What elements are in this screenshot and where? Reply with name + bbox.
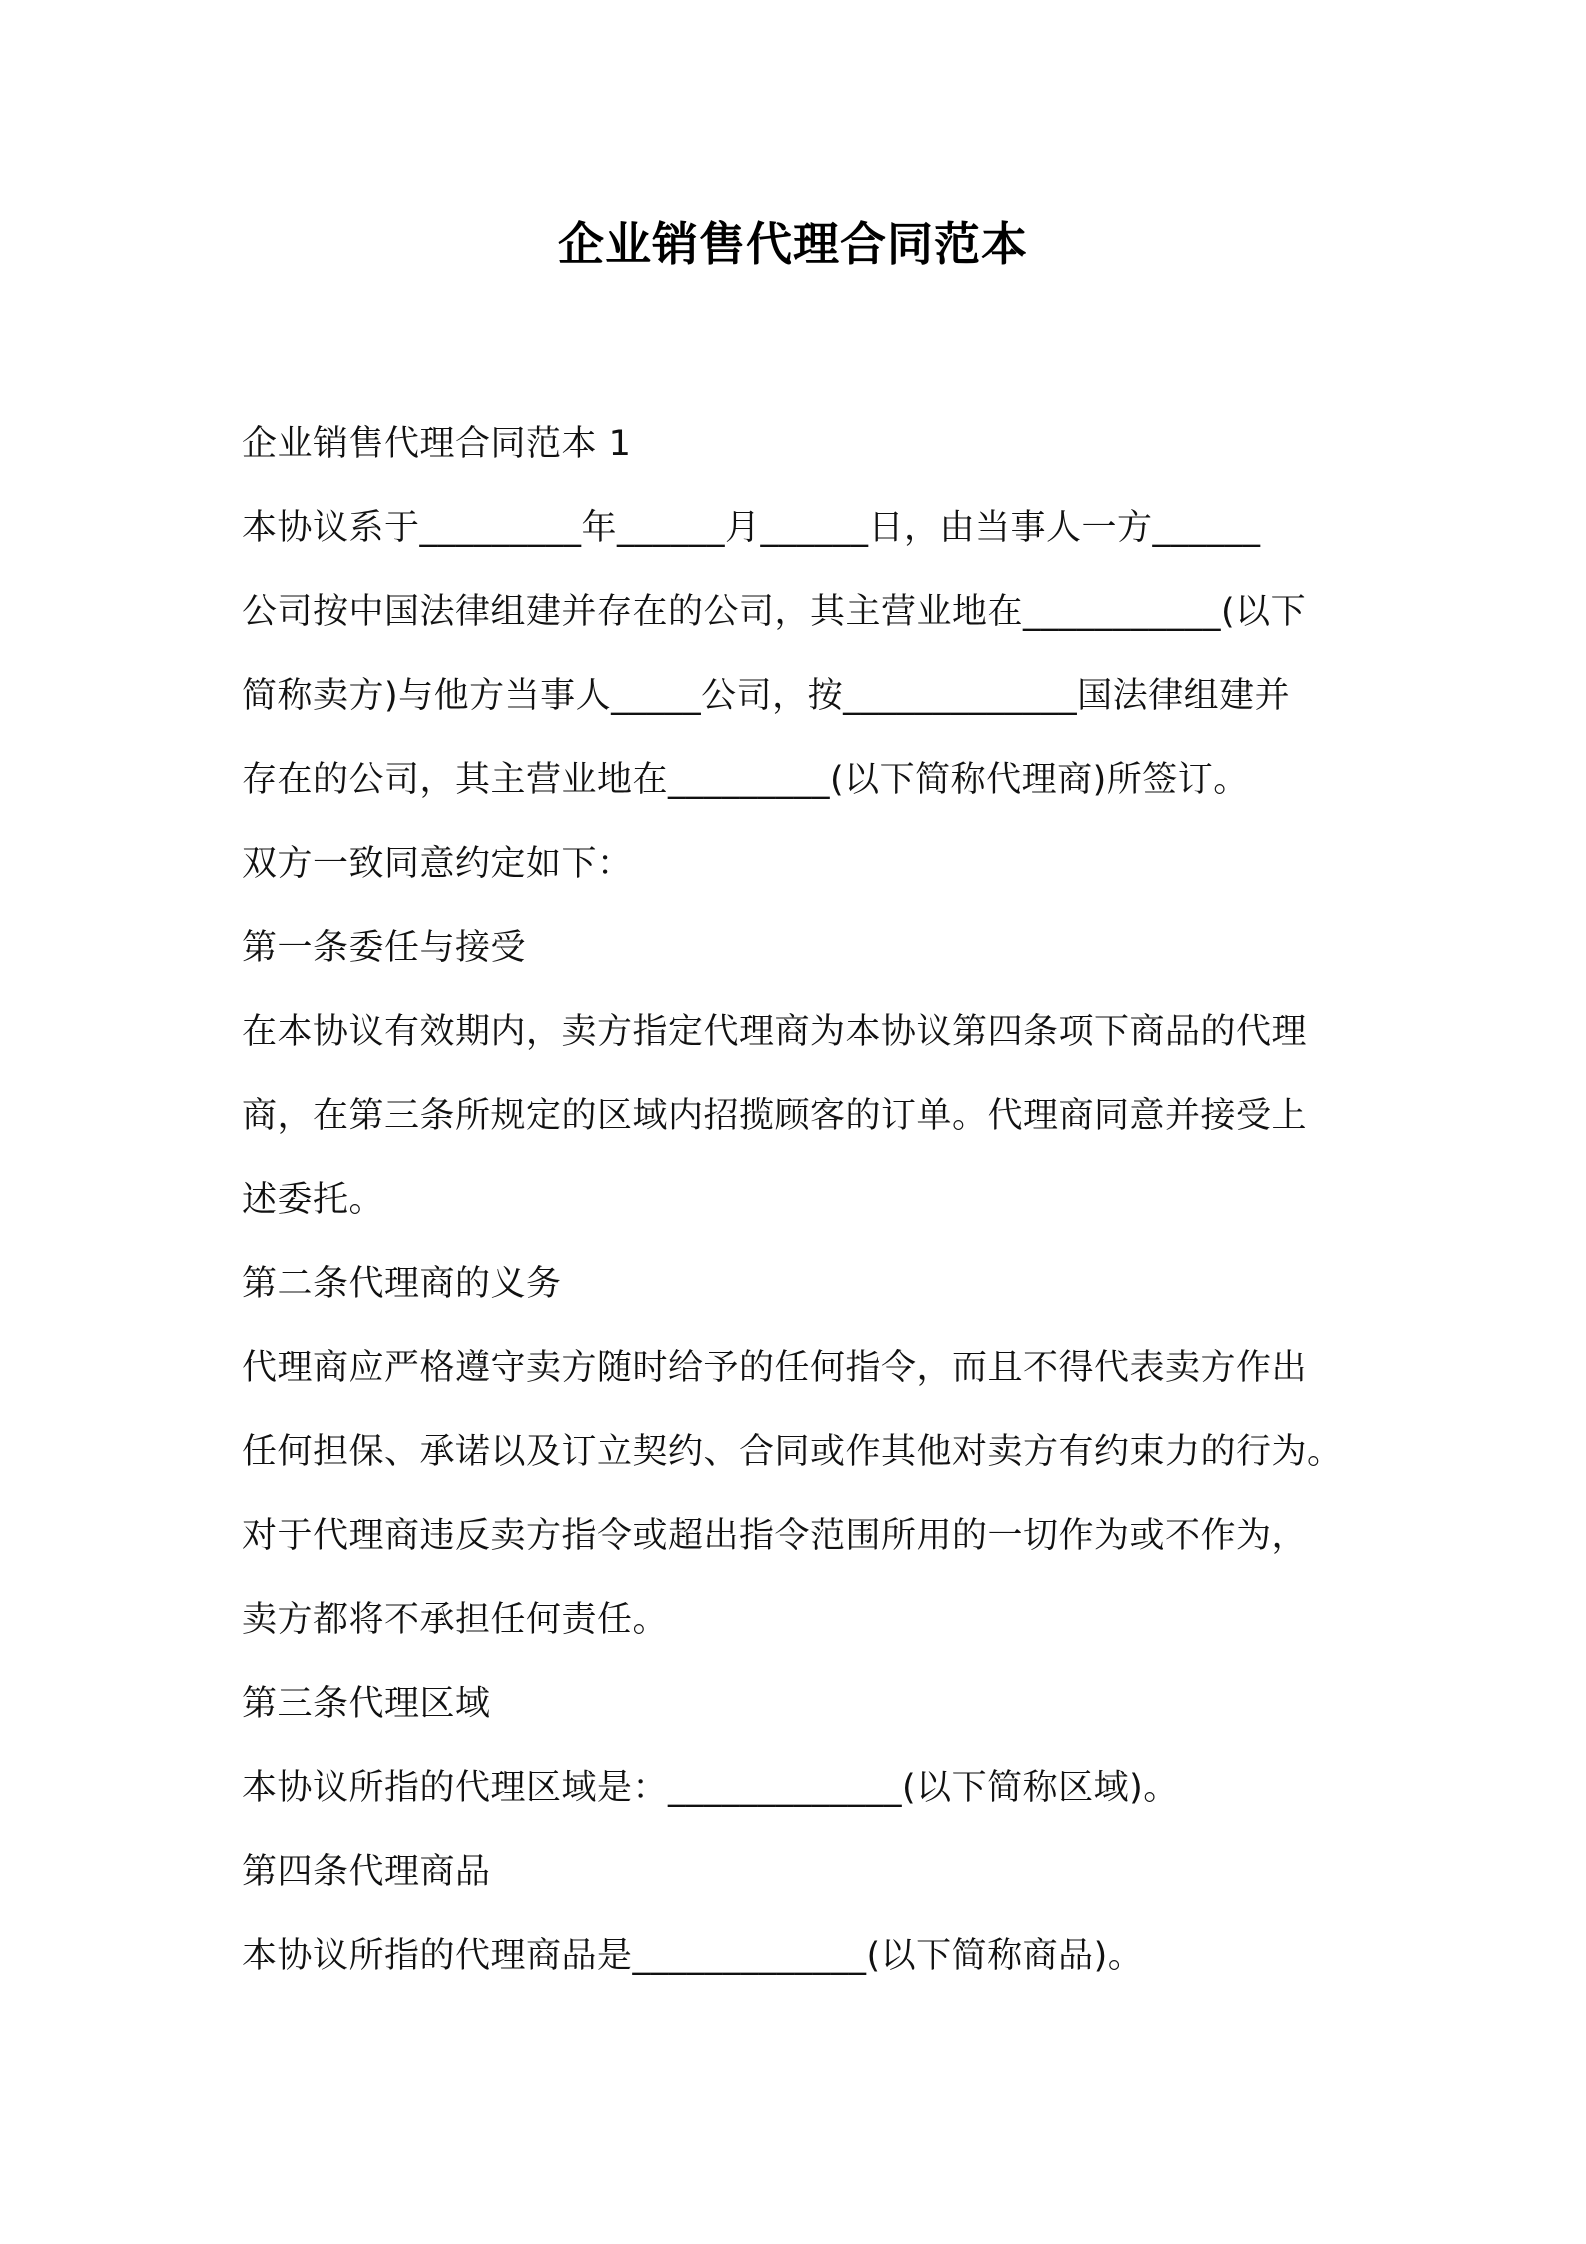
paragraph-line: 任何担保、承诺以及订立契约、合同或作其他对卖方有约束力的行为。 [242, 1432, 1343, 1472]
paragraph-line: 述委托。 [242, 1180, 385, 1220]
paragraph-line: 本协议系于_________年______月______日，由当事人一方______ [242, 508, 1261, 548]
paragraph-line: 对于代理商违反卖方指令或超出指令范围所用的一切作为或不作为， [242, 1516, 1308, 1556]
article-heading-1: 第一条委任与接受 [242, 928, 527, 968]
paragraph-line: 双方一致同意约定如下： [242, 844, 633, 884]
paragraph-line: 本协议所指的代理商品是_____________(以下简称商品)。 [242, 1936, 1144, 1976]
paragraph-line: 公司按中国法律组建并存在的公司，其主营业地在___________(以下 [242, 592, 1307, 632]
paragraph-line: 代理商应严格遵守卖方随时给予的任何指令，而且不得代表卖方作出 [242, 1348, 1308, 1388]
article-heading-2: 第二条代理商的义务 [242, 1264, 562, 1304]
paragraph-line: 简称卖方)与他方当事人_____公司，按_____________国法律组建并 [242, 676, 1291, 716]
paragraph-line: 商，在第三条所规定的区域内招揽顾客的订单。代理商同意并接受上 [242, 1096, 1308, 1136]
document-body [242, 402, 1352, 1998]
paragraph-line: 本协议所指的代理区域是：_____________(以下简称区域)。 [242, 1768, 1179, 1808]
document-title: 企业销售代理合同范本 [558, 217, 1028, 271]
paragraph-line: 卖方都将不承担任何责任。 [242, 1600, 669, 1640]
section-heading-sample-1: 企业销售代理合同范本 1 [242, 424, 632, 464]
paragraph-line: 在本协议有效期内，卖方指定代理商为本协议第四条项下商品的代理 [242, 1012, 1308, 1052]
article-heading-3: 第三条代理区域 [242, 1684, 491, 1724]
paragraph-line: 存在的公司，其主营业地在_________(以下简称代理商)所签订。 [242, 760, 1249, 800]
article-heading-4: 第四条代理商品 [242, 1852, 491, 1892]
